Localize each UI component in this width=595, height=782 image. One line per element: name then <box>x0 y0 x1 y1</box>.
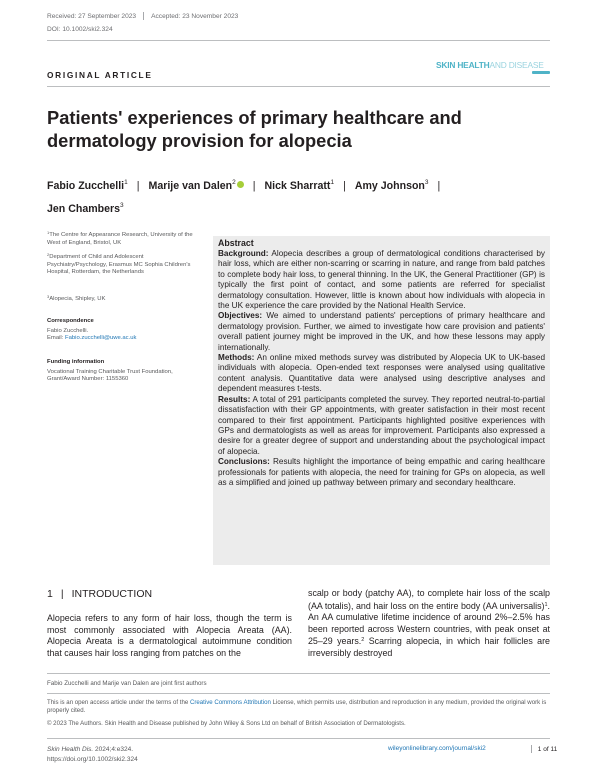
license-link[interactable]: Creative Commons Attribution <box>189 699 271 706</box>
footnote-rule <box>47 673 550 674</box>
separator: | <box>437 180 441 192</box>
abstract-conclusions <box>218 457 545 488</box>
journal-logo-mark <box>532 71 550 74</box>
abstract-label: Conclusions: <box>218 457 270 467</box>
type-rule <box>47 86 550 87</box>
page-indicator <box>525 745 557 753</box>
author-affiliation: 1 <box>330 179 335 186</box>
license-rule <box>47 693 550 694</box>
correspondence-name: Fabio Zucchelli. <box>47 327 89 334</box>
affiliation-number: 2 <box>47 252 50 257</box>
received-date: Received: 27 September 2023 <box>47 12 137 20</box>
abstract-box <box>213 236 550 565</box>
title-line-1: Patients' experiences of primary healthcare and <box>47 107 462 128</box>
abstract-label: Background: <box>218 249 269 258</box>
abstract-text: An online mixed methods survey was distributed by Alopecia UK to UK-based individuals with alopecia. Open-ended text responses were analysed using qualitative content analysis. Quantitative data were analysed using descriptive analyses and dependent measures t-tests. <box>218 353 546 394</box>
affiliation-2 <box>47 251 197 277</box>
citation-ref[interactable]: 1 <box>544 601 548 608</box>
author-affiliation: 2 <box>232 179 236 186</box>
author-name: Jen Chambers <box>47 203 121 215</box>
abstract-label: Objectives: <box>218 311 263 321</box>
footnote: Fabio Zucchelli and Marije van Dalen are joint first authors <box>47 680 207 687</box>
affiliation-1 <box>47 229 197 247</box>
funding-heading: Funding information <box>47 359 105 365</box>
email-label: Email: <box>47 335 64 341</box>
doi-link[interactable]: https://doi.org/10.1002/ski2.324 <box>47 756 138 764</box>
citation-ref[interactable]: 2 <box>361 637 365 643</box>
correspondence-heading: Correspondence <box>47 318 94 324</box>
journal-url-link[interactable]: wileyonlinelibrary.com/journal/ski2 <box>388 745 486 752</box>
abstract-text: A total of 291 participants completed the survey. They reported neutral-to-partial dissatisfaction with their GP appointments, with greater satisfaction in their most recent compared to their first appointment. Participants highlighted positive experiences with GPs and dermatologists as well as areas for improvement. Participants also expressed a desire for a greater degree of support and understanding about the psychological impact of alopecia. <box>218 394 545 456</box>
abstract-background <box>218 249 545 311</box>
separator: | <box>252 180 256 192</box>
author-affiliation: 3 <box>120 202 124 209</box>
intro-text: . An AA cumulative lifetime incidence of around 2%–2.5% has been reported across Western countries, with peak onset at 25–29 years. <box>308 600 550 646</box>
journal-logo <box>436 61 550 79</box>
footer-citation <box>47 745 138 766</box>
intro-text: scalp or body (patchy AA), to complete hair loss of the scalp (AA totalis), and hair loss on the entire body (AA universalis) <box>308 588 550 611</box>
license-text <box>47 699 552 715</box>
author-affiliation: 1 <box>124 179 128 186</box>
author-name: Marije van Dalen <box>148 180 233 192</box>
affiliation-text: Alopecia, Shipley, UK <box>49 296 106 302</box>
intro-right-column <box>308 588 550 659</box>
funding <box>47 359 197 384</box>
citation-text: 2024;4:e324. <box>93 746 134 753</box>
abstract-text: Alopecia describes a group of dermatological conditions characterised by hair loss, which are either non-scarring or scarring in nature, and range from bald patches to complete body hair loss, to general thinning. In the UK, the General Practitioner (GP) is typically the first point of contact, and some patients are referred for specialist dermatology consultation. However, little is known about how individuals with alopecia in the UK experience the care provided by the National Health Service. <box>218 249 545 311</box>
accepted-date: Accepted: 23 November 2023 <box>151 12 239 20</box>
journal-abbrev: Skin Health Dis. <box>47 746 94 753</box>
funding-text: Vocational Training Charitable Trust Foundation, Grant/Award Number: 1155360 <box>47 368 173 382</box>
separator: | <box>60 588 64 600</box>
abstract-heading: Abstract <box>218 238 254 248</box>
abstract-text: We aimed to understand patients' perceptions of primary healthcare and dermatology provision. Further, we aimed to investigate how care provision and patients' overall patient journey might be improved in the UK, and how these lessons may apply internationally. <box>218 311 545 352</box>
abstract-methods <box>218 353 545 395</box>
page-number: 1 of 11 <box>537 745 558 753</box>
separator: | <box>343 180 346 192</box>
journal-logo-part1: SKIN HEALTH <box>436 60 490 70</box>
abstract-label: Methods: <box>218 353 255 363</box>
article-title <box>47 106 517 152</box>
affiliation-3 <box>47 293 197 304</box>
author-list <box>47 173 547 219</box>
license-part: This is an open access article under the terms of the <box>47 699 190 706</box>
affiliation-number: 1 <box>47 230 50 235</box>
author-name: Amy Johnson <box>354 180 425 192</box>
abstract-objectives <box>218 311 545 353</box>
author-affiliation: 3 <box>424 179 429 186</box>
title-line-2: dermatology provision for alopecia <box>47 130 352 151</box>
doi[interactable]: DOI: 10.1002/ski2.324 <box>47 26 113 33</box>
abstract-label: Results: <box>218 394 251 404</box>
correspondence-email-line <box>47 335 197 343</box>
author-name: Fabio Zucchelli <box>47 180 125 192</box>
article-type: ORIGINAL ARTICLE <box>47 70 153 80</box>
intro-left-column: Alopecia refers to any form of hair loss, though the term is most commonly associated with Alopecia Areata (AA). Alopecia Areata is a dermatological autoimmune condition that causes hair loss ranging from patches on the <box>47 613 292 658</box>
footer-rule <box>47 738 550 739</box>
affiliation-number: 3 <box>47 294 50 299</box>
section-number: 1 <box>47 588 53 600</box>
separator: | <box>136 180 140 192</box>
copyright: © 2023 The Authors. Skin Health and Disease published by John Wiley & Sons Ltd on behalf of British Association of Dermatologists. <box>47 720 406 727</box>
dates-line <box>47 12 238 20</box>
correspondence <box>47 318 197 343</box>
header-rule <box>47 40 550 41</box>
author-name: Nick Sharratt <box>264 180 331 192</box>
journal-logo-part2: AND DISEASE <box>489 60 544 70</box>
orcid-icon[interactable] <box>237 181 244 188</box>
section-heading <box>47 588 152 600</box>
section-title: INTRODUCTION <box>71 588 153 600</box>
affiliation-text: The Centre for Appearance Research, University of the West of England, Bristol, UK <box>47 232 193 246</box>
separator <box>143 12 144 20</box>
abstract-text: Results highlight the importance of being empathic and caring healthcare professionals for patients with alopecia, the need for training for GPs on alopecia, as well as a simplified and joined up pathway between primary and secondary healthcare. <box>218 457 545 487</box>
intro-text: Scarring alopecia, in which hair follicles are irreversibly destroyed <box>308 636 550 658</box>
affiliation-text: Department of Child and Adolescent Psychiatry/Psychology, Erasmus MC Sophia Children's Hospital, Rotterdam, the Netherlands <box>47 254 191 275</box>
license-part: License, which permits use, distribution and reproduction in any medium, provided the original work is properly cited. <box>47 699 547 714</box>
email-link[interactable]: Fabio.zucchelli@uwe.ac.uk <box>65 335 137 341</box>
separator <box>531 745 532 753</box>
abstract-results <box>218 395 545 457</box>
